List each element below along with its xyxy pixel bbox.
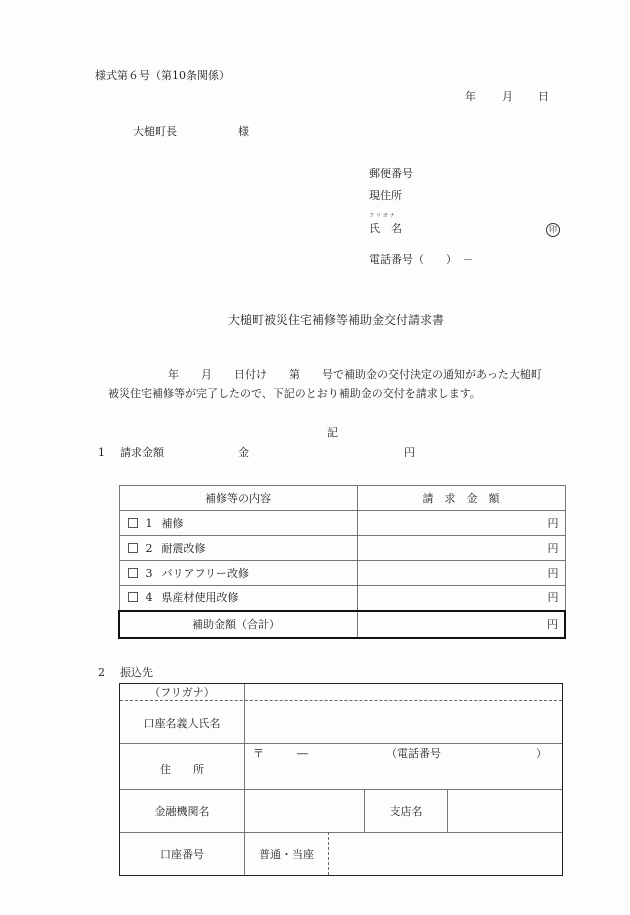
postal-mark: 〒 <box>253 747 264 760</box>
section2-number: 2 <box>98 666 105 679</box>
claim-table <box>118 485 566 639</box>
total-amount-field[interactable] <box>357 611 565 638</box>
row-number: 2 <box>145 541 153 555</box>
row-content <box>119 586 357 611</box>
bank-name-label: 金融機関名 <box>154 805 210 818</box>
furigana-label: （フリガナ） <box>149 686 215 699</box>
section1-label: 請求金額 <box>120 446 164 459</box>
body-line-2: 被災住宅補修等が完了したので、下記のとおり補助金の交付を請求します。 <box>108 387 481 400</box>
row-number: 4 <box>145 591 153 605</box>
section1-yen: 円 <box>404 446 415 459</box>
seal-mark <box>546 223 560 237</box>
date-year-label: 年 <box>465 90 476 103</box>
body-line-1: 年 月 日付け 第 号で補助金の交付決定の通知があった大槌町 <box>168 368 542 381</box>
account-holder-label: 口座名義人氏名 <box>143 717 221 730</box>
header-amount: 請 求 金 額 <box>357 486 565 511</box>
amount-field-local-timber[interactable] <box>357 586 565 611</box>
branch-label: 支店名 <box>389 805 423 818</box>
checkbox-repair[interactable] <box>128 518 138 528</box>
total-row <box>119 611 565 638</box>
postal-code-label: 郵便番号 <box>369 167 413 180</box>
date-day-label: 日 <box>538 90 549 103</box>
bank-phone-label: （電話番号 <box>386 747 441 760</box>
name-label: 氏 名 <box>369 222 402 235</box>
address-label: 現住所 <box>369 189 402 202</box>
checkbox-local-timber[interactable] <box>128 592 138 602</box>
amount-field-repair[interactable] <box>357 511 565 536</box>
bank-name-input[interactable] <box>245 790 364 832</box>
ki-heading: 記 <box>327 426 338 439</box>
row-content <box>119 561 357 586</box>
account-number-input[interactable] <box>329 833 562 875</box>
checkbox-seismic[interactable] <box>128 543 138 553</box>
row-number: 3 <box>145 566 153 580</box>
bank-address-input[interactable] <box>245 744 562 789</box>
row-label: 補修 <box>161 516 184 530</box>
section1-kin: 金 <box>238 446 249 459</box>
honorific: 様 <box>238 125 249 138</box>
row-number: 1 <box>145 516 153 530</box>
account-type-select[interactable]: 普通・当座 <box>259 848 314 861</box>
table-row <box>119 511 565 536</box>
row-label: 県産材使用改修 <box>161 591 239 605</box>
total-label: 補助金額（合計） <box>119 611 357 638</box>
addressee: 大槌町長 <box>133 125 177 138</box>
table-row <box>119 561 565 586</box>
row-content <box>119 511 357 536</box>
yen-unit: 円 <box>547 566 559 580</box>
account-holder-input[interactable] <box>245 701 562 743</box>
checkbox-barrier-free[interactable] <box>128 568 138 578</box>
furigana-label: フリガナ <box>369 213 397 219</box>
date-month-label: 月 <box>502 90 513 103</box>
row-label: 耐震改修 <box>161 541 206 555</box>
document-title: 大槌町被災住宅補修等補助金交付請求書 <box>228 313 445 327</box>
yen-unit: 円 <box>547 541 559 555</box>
amount-field-seismic[interactable] <box>357 536 565 561</box>
table-row <box>119 536 565 561</box>
row-label: バリアフリー改修 <box>161 566 250 580</box>
yen-unit: 円 <box>547 617 558 631</box>
postal-dash: ― <box>297 747 308 760</box>
account-number-label: 口座番号 <box>160 848 204 861</box>
address-label: 住 所 <box>160 763 204 776</box>
table-row <box>119 586 565 611</box>
yen-unit: 円 <box>547 591 559 605</box>
bank-phone-close: ） <box>536 747 547 760</box>
section2-label: 振込先 <box>120 666 153 679</box>
bank-table <box>119 683 563 876</box>
form-number: 様式第６号（第10条関係） <box>95 69 230 82</box>
furigana-input[interactable] <box>245 684 562 700</box>
amount-field-barrier-free[interactable] <box>357 561 565 586</box>
phone-label: 電話番号（ ） － <box>369 253 474 266</box>
claim-table-header <box>119 486 565 511</box>
header-content: 補修等の内容 <box>119 486 357 511</box>
branch-name-input[interactable] <box>448 790 562 832</box>
section1-number: 1 <box>98 446 105 459</box>
row-content <box>119 536 357 561</box>
seal-icon: 印 <box>546 223 560 237</box>
yen-unit: 円 <box>547 516 559 530</box>
